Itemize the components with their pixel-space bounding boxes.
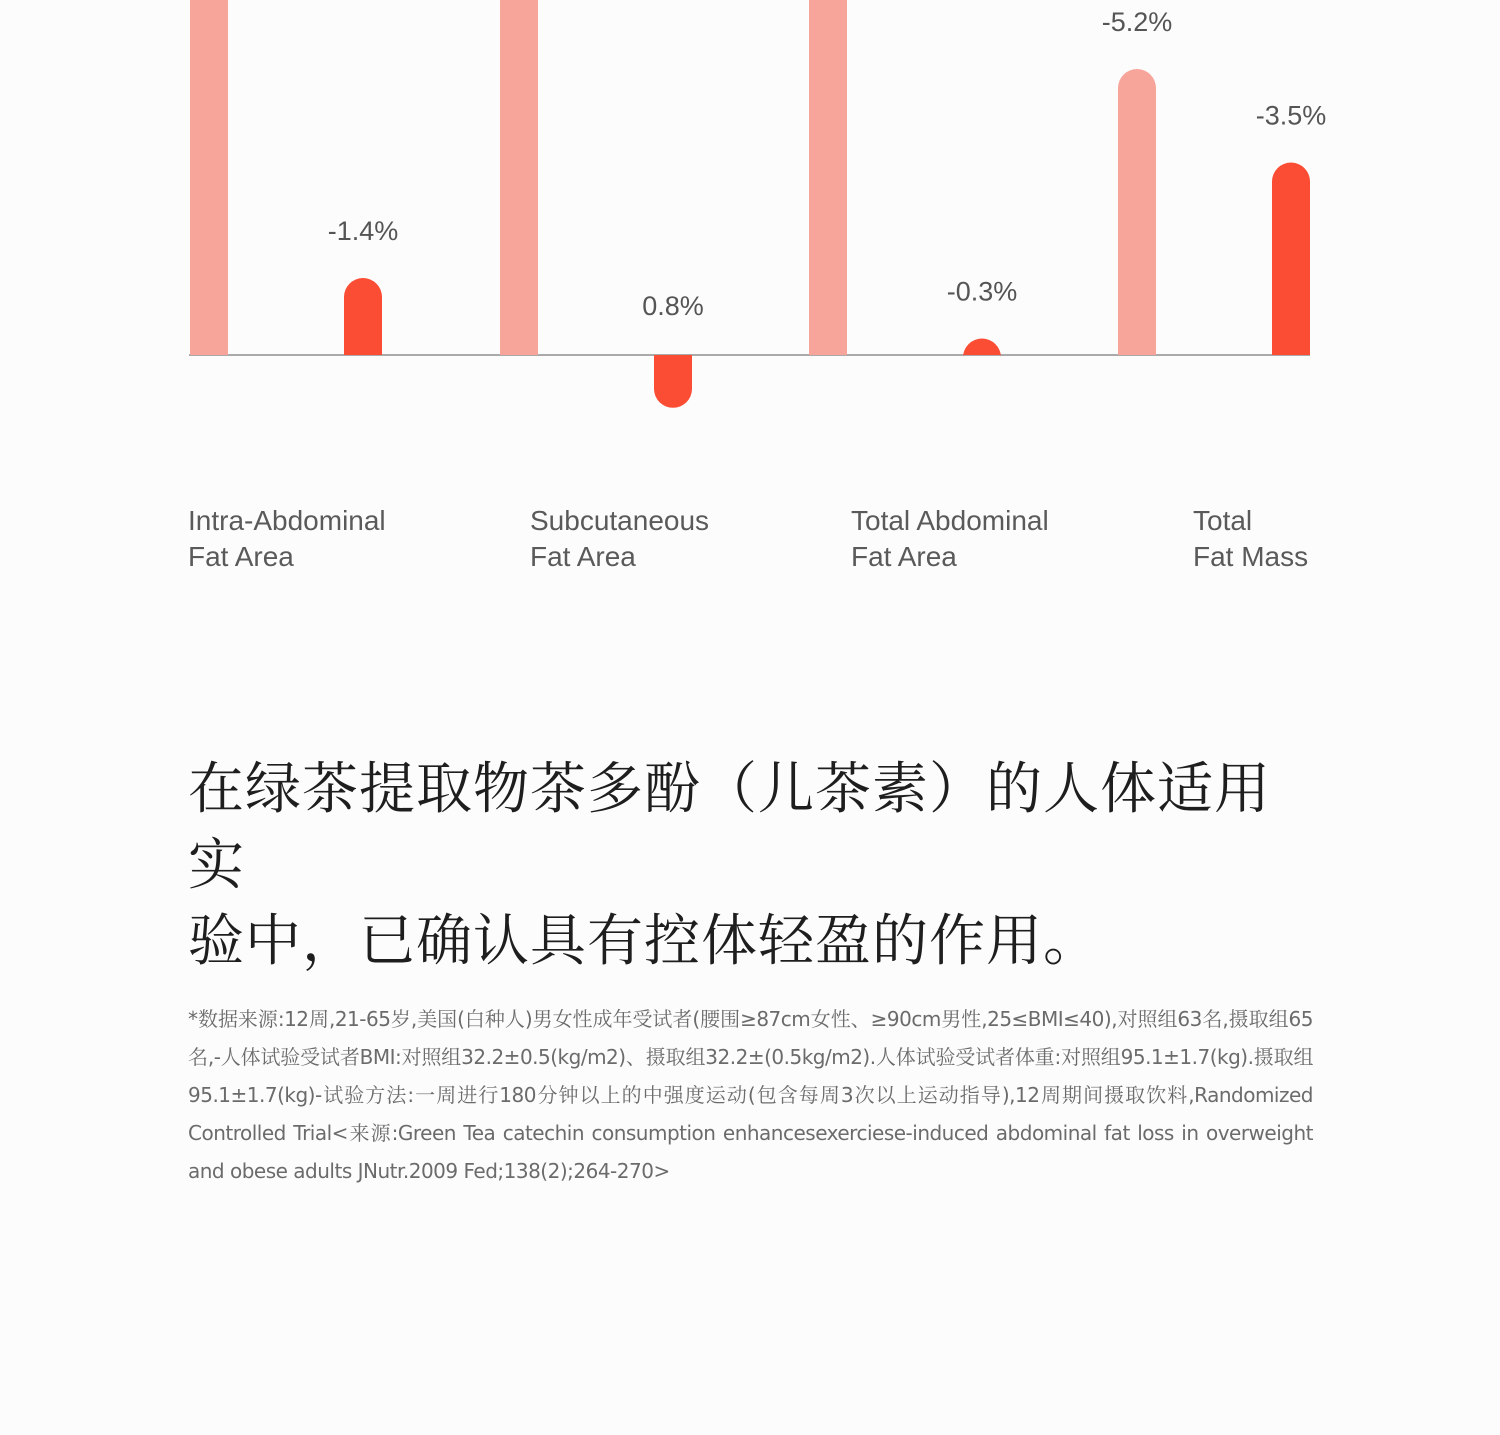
category-label-total-fat-mass <box>1193 503 1308 575</box>
bar-light <box>500 0 538 355</box>
category-label-line: Fat Mass <box>1193 541 1309 572</box>
bar-light <box>190 0 228 355</box>
data-label-dark: -0.3% <box>946 276 1018 307</box>
bar-dark <box>654 355 692 408</box>
category-label-line: Fat Area <box>188 541 294 572</box>
bar-light <box>1118 69 1156 355</box>
bar-dark <box>1272 163 1310 356</box>
category-label-line: Subcutaneous <box>530 505 710 536</box>
category-label-line: Total <box>1193 505 1253 536</box>
headline-line-1: 在绿茶提取物茶多酚（儿茶素）的人体适用实 <box>188 757 1271 898</box>
data-label-dark: -1.4% <box>327 216 399 246</box>
data-label-light: -5.2% <box>1101 7 1173 37</box>
bar-dark <box>963 339 1001 358</box>
bar-chart <box>0 0 1500 600</box>
category-label-total-abdominal <box>851 503 1049 575</box>
category-label-line: Total Abdominal <box>851 505 1049 536</box>
data-label-dark: 0.8% <box>642 291 704 321</box>
category-label-line: Fat Area <box>851 541 957 572</box>
bar-dark <box>344 278 382 355</box>
headline-line-2: 验中，已确认具有控体轻盈的作用。 <box>188 909 1100 974</box>
bar-light <box>809 0 847 355</box>
headline <box>188 752 1313 980</box>
category-label-intra-abdominal <box>188 503 386 575</box>
category-label-line: Intra-Abdominal <box>188 505 386 536</box>
data-label-dark: -3.5% <box>1255 100 1327 131</box>
source-footnote: *数据来源:12周,21-65岁,美国(白种人)男女性成年受试者(腰围≥87cm女性、≥90cm男性,25≤BMI≤40),对照组63名,摄取组65名,-人体试验受试者BMI:对照组32.2±0.5(kg/m2)、摄取组32.2±(0.5kg/m2).人体试验受试者体重:对照组95.1±1.7(kg).摄取组95.1±1.7(kg)-试验方法:一周进行180分钟以上的中强度运动(包含每周3次以上运动指导),12周期间摄取饮料,Randomized Controlled Trial<来源:Green Tea catechin consumption enhancesexerciese-induced abdominal fat loss in overweight and obese adults JNutr.2009 Fed;138(2);264-270> <box>188 1007 1313 1183</box>
category-label-subcutaneous <box>530 503 709 575</box>
category-label-line: Fat Area <box>530 541 636 572</box>
